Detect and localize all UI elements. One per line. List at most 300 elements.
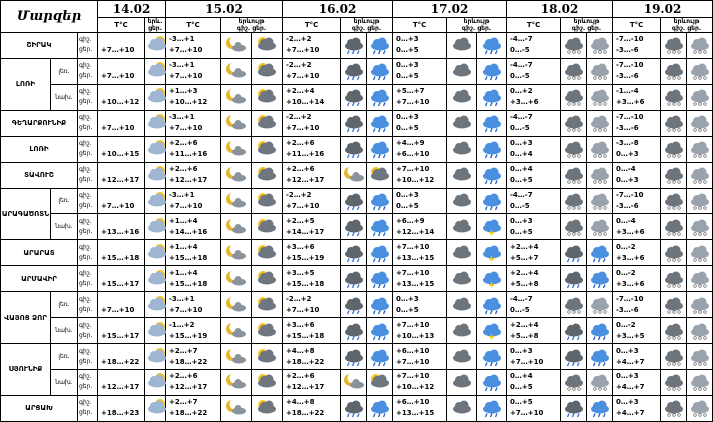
- snow-cloud-icon: [562, 61, 586, 81]
- temp-cell: [507, 240, 561, 266]
- weather-icon-cell: [145, 162, 166, 188]
- day-temp: +10…+12: [101, 98, 140, 107]
- temp-cell: [393, 33, 447, 59]
- weather-icon-cell: [477, 136, 507, 162]
- weather-icon-cell: [687, 318, 713, 344]
- day-label: ցեր.: [79, 305, 93, 313]
- table-row: [1, 188, 713, 214]
- weather-icon-cell: [367, 33, 393, 59]
- night-temp: -4…-7: [510, 294, 533, 303]
- cloud-icon: [450, 347, 474, 367]
- table-row: [1, 33, 713, 59]
- weather-icon-cell: [252, 214, 283, 240]
- sky-header-periods: [221, 25, 282, 32]
- temp-cell: [283, 188, 341, 214]
- snow-cloud-icon: [662, 35, 686, 55]
- weather-icon-cell: [341, 318, 367, 344]
- day-label: ցեր.: [79, 279, 93, 287]
- period-labels: [78, 58, 98, 84]
- moon-cloud-icon: [224, 372, 248, 392]
- rain-icon: [588, 243, 612, 263]
- night-temp: +6…+10: [396, 346, 430, 355]
- temp-cell: [283, 110, 341, 136]
- day-temp: +14…+17: [286, 227, 325, 236]
- cloud-rain-icon: [562, 321, 586, 341]
- temp-cell-14: [98, 58, 145, 84]
- weather-icon-cell: [561, 84, 587, 110]
- weather-icon-cell: [661, 33, 687, 59]
- weather-icon-cell: [687, 136, 713, 162]
- weather-icon-cell: [587, 110, 613, 136]
- weather-icon-cell: [447, 33, 477, 59]
- temp-cell: [393, 110, 447, 136]
- weather-icon-cell: [661, 84, 687, 110]
- day-label: ցեր.: [79, 409, 93, 417]
- sky-header-label: երևույթ: [353, 18, 380, 25]
- weather-icon-cell: [477, 292, 507, 318]
- night-temp: +3…+5: [286, 268, 315, 277]
- snow-icon: [588, 217, 612, 237]
- subregion-label: նախ.: [51, 84, 78, 110]
- weather-icon-cell: [252, 33, 283, 59]
- sun-cloud-icon: [255, 191, 279, 211]
- weather-icon-cell: [447, 318, 477, 344]
- day-temp: +18…+22: [286, 409, 325, 418]
- day-temp: +7…+10: [286, 201, 320, 210]
- sun-cloud-icon: [255, 372, 279, 392]
- temp-cell: [613, 136, 661, 162]
- weather-icon-cell: [587, 369, 613, 395]
- weather-icon-cell: [221, 369, 252, 395]
- weather-icon-cell: [561, 162, 587, 188]
- weather-icon-cell: [145, 214, 166, 240]
- temp-header: T°C: [98, 18, 145, 33]
- night-label: գիշ.: [79, 191, 92, 199]
- period-labels: [78, 110, 98, 136]
- weather-icon-cell: [341, 188, 367, 214]
- subregion-label: նախ.: [51, 318, 78, 344]
- subregion-label: նախ.: [51, 214, 78, 240]
- temp-cell: [613, 162, 661, 188]
- day-temp: +13…+15: [396, 409, 435, 418]
- weather-icon-cell: [687, 110, 713, 136]
- night-label: գիշ.: [79, 166, 92, 174]
- moon-cloud-icon: [224, 61, 248, 81]
- weather-icon-cell: [661, 188, 687, 214]
- weather-icon-cell: [367, 318, 393, 344]
- sky-header-label: երև.: [147, 18, 163, 25]
- weather-icon-cell: [587, 318, 613, 344]
- period-labels: [78, 33, 98, 59]
- night-temp: 0…-4: [616, 165, 636, 174]
- day-temp: +4…+7: [616, 357, 645, 366]
- moon-cloud-icon: [224, 295, 248, 315]
- weather-icon-cell: [145, 240, 166, 266]
- weather-icon-cell: [145, 58, 166, 84]
- day-temp: +13…+15: [396, 279, 435, 288]
- date-header: 17.02: [393, 1, 507, 18]
- day-label: ցեր.: [79, 176, 93, 184]
- temp-cell: [613, 58, 661, 84]
- day-temp: +18…+22: [169, 409, 208, 418]
- weather-icon-cell: [661, 344, 687, 370]
- sun-cloud-icon: [255, 165, 279, 185]
- rain-icon: [480, 398, 504, 418]
- weather-icon-cell: [477, 58, 507, 84]
- weather-icon-cell: [661, 395, 687, 421]
- sky-header-label: երևույթ: [463, 18, 490, 25]
- temp-cell: [613, 214, 661, 240]
- snow-icon: [688, 217, 712, 237]
- temp-cell: [166, 136, 221, 162]
- temp-cell-14: [98, 33, 145, 59]
- cloud-rain-icon: [342, 243, 366, 263]
- cloud-icon: [450, 139, 474, 159]
- rain-icon: [588, 398, 612, 418]
- day-temp: +13…+15: [396, 253, 435, 262]
- snow-cloud-icon: [662, 243, 686, 263]
- weather-icon-cell: [561, 188, 587, 214]
- weather-icon-cell: [447, 214, 477, 240]
- cloud-icon: [450, 113, 474, 133]
- day-temp: 0…-5: [510, 46, 530, 55]
- weather-icon-cell: [367, 136, 393, 162]
- night-temp: +7…+10: [396, 268, 430, 277]
- temp-cell: [613, 84, 661, 110]
- table-row: [1, 84, 713, 110]
- weather-icon-cell: [252, 110, 283, 136]
- night-temp: +3…+6: [286, 242, 315, 251]
- day-temp: +12…+17: [169, 176, 208, 185]
- weather-icon-cell: [145, 318, 166, 344]
- temp-cell: [166, 162, 221, 188]
- temp-cell: [393, 84, 447, 110]
- temp-cell: [166, 240, 221, 266]
- cloud-icon: [450, 295, 474, 315]
- temp-cell: [166, 369, 221, 395]
- date-header: 18.02: [507, 1, 613, 18]
- region-name: ՎԱՅՈՑ ՁՈՐ: [1, 292, 51, 344]
- date-header: 16.02: [283, 1, 393, 18]
- temp-cell: [283, 318, 341, 344]
- weather-icon-cell: [477, 214, 507, 240]
- night-label: գիշ.: [79, 114, 92, 122]
- weather-icon-cell: [367, 369, 393, 395]
- table-row: [1, 344, 713, 370]
- day-temp: +14…+16: [169, 227, 208, 236]
- snow-cloud-icon: [662, 269, 686, 289]
- temp-cell: [166, 395, 221, 421]
- cloud-icon: [450, 372, 474, 392]
- temp-cell: [507, 344, 561, 370]
- sky-header: [221, 18, 283, 33]
- moon-cloud-icon: [224, 139, 248, 159]
- night-temp: -3…+1: [169, 35, 195, 44]
- subregion-label: լեռ.: [51, 58, 78, 84]
- temp-cell-14: [98, 266, 145, 292]
- day-temp: +10…+12: [396, 176, 435, 185]
- temp-cell: [166, 188, 221, 214]
- weather-icon-cell: [447, 58, 477, 84]
- moon-cloud-icon: [224, 165, 248, 185]
- weather-icon-cell: [587, 344, 613, 370]
- cloud-icon: [450, 87, 474, 107]
- day-temp: +10…+15: [101, 150, 140, 159]
- temp-cell: [507, 292, 561, 318]
- day-temp: +3…+6: [510, 98, 539, 107]
- weather-icon-cell: [687, 214, 713, 240]
- weather-icon-cell: [661, 369, 687, 395]
- day-temp: 0…+5: [510, 383, 533, 392]
- weather-icon-cell: [341, 33, 367, 59]
- rain-icon: [480, 139, 504, 159]
- night-temp: +2…+6: [169, 372, 198, 381]
- sky-header-night: գիշ.: [571, 25, 586, 32]
- weather-icon-cell: [341, 58, 367, 84]
- day-temp: +7…+10: [101, 124, 135, 133]
- day-label: ցեր.: [79, 124, 93, 132]
- weather-icon-cell: [252, 136, 283, 162]
- night-label: գիշ.: [79, 295, 92, 303]
- snow-icon: [588, 113, 612, 133]
- temp-cell: [283, 214, 341, 240]
- moon-cloud-icon: [224, 347, 248, 367]
- weather-icon-cell: [687, 58, 713, 84]
- weather-icon-cell: [221, 162, 252, 188]
- day-temp: -3…-6: [616, 72, 639, 81]
- snow-cloud-icon: [562, 191, 586, 211]
- night-temp: +4…+9: [396, 139, 425, 148]
- day-temp: +18…+23: [101, 409, 140, 418]
- snow-icon: [688, 269, 712, 289]
- weather-icon-cell: [661, 318, 687, 344]
- weather-icon-cell: [221, 84, 252, 110]
- night-temp: -7…-10: [616, 61, 644, 70]
- sky-header-night: գիշ.: [461, 25, 476, 32]
- cloud-icon: [450, 191, 474, 211]
- period-labels: [78, 318, 98, 344]
- day-temp: +5…+8: [510, 331, 539, 340]
- rain-icon: [480, 191, 504, 211]
- weather-icon-cell: [687, 369, 713, 395]
- temp-header: T°C: [283, 18, 341, 33]
- night-temp: +7…+10: [396, 242, 430, 251]
- day-temp: +18…+22: [101, 357, 140, 366]
- snow-icon: [688, 321, 712, 341]
- weather-icon-cell: [367, 395, 393, 421]
- temp-cell: [613, 369, 661, 395]
- day-temp: +10…+12: [169, 98, 208, 107]
- night-temp: +2…+6: [286, 165, 315, 174]
- weather-icon-cell: [561, 214, 587, 240]
- temp-cell: [283, 162, 341, 188]
- weather-icon-cell: [367, 344, 393, 370]
- temp-cell: [507, 369, 561, 395]
- night-temp: +4…+8: [286, 346, 315, 355]
- weather-icon-cell: [447, 240, 477, 266]
- region-name: ԱՐԱԳԱԾՈՏՆ: [1, 188, 51, 240]
- day-temp: 0…+5: [396, 124, 419, 133]
- weather-icon-cell: [341, 110, 367, 136]
- weather-icon-cell: [221, 395, 252, 421]
- weather-icon-cell: [145, 188, 166, 214]
- cloud-icon: [450, 61, 474, 81]
- rain-icon: [480, 347, 504, 367]
- sky-header-night: գիշ.: [236, 25, 251, 32]
- snow-icon: [688, 61, 712, 81]
- day-temp: +18…+22: [169, 357, 208, 366]
- weather-icon-cell: [687, 33, 713, 59]
- weather-icon-cell: [477, 84, 507, 110]
- day-temp: +11…+16: [286, 150, 325, 159]
- snow-cloud-icon: [662, 372, 686, 392]
- temp-cell: [393, 240, 447, 266]
- temp-cell: [613, 292, 661, 318]
- sky-header-day: ցեր.: [477, 25, 492, 32]
- weather-icon-cell: [145, 292, 166, 318]
- snow-cloud-icon: [662, 321, 686, 341]
- region-name: ԼՈՌԻ: [1, 136, 78, 162]
- day-temp: +7…+10: [396, 98, 430, 107]
- weather-icon-cell: [447, 344, 477, 370]
- moon-cloud-icon: [224, 398, 248, 418]
- snow-icon: [688, 35, 712, 55]
- rain-icon: [480, 35, 504, 55]
- day-temp: +3…+6: [616, 227, 645, 236]
- sky-header-label: երևույթ: [673, 18, 700, 25]
- rain-icon: [368, 35, 392, 55]
- temp-cell: [393, 214, 447, 240]
- night-temp: +1…+4: [169, 242, 198, 251]
- cloud-icon: [450, 398, 474, 418]
- weather-icon-cell: [561, 136, 587, 162]
- day-temp: 0…+3: [616, 176, 639, 185]
- period-labels: [78, 136, 98, 162]
- day-temp: +15…+18: [286, 331, 325, 340]
- weather-icon-cell: [587, 395, 613, 421]
- day-temp: +7…+10: [169, 46, 203, 55]
- cloud-rain-icon: [342, 269, 366, 289]
- sun-cloud-icon: [255, 61, 279, 81]
- day-temp: +7…+10: [286, 72, 320, 81]
- day-label: ցեր.: [79, 98, 93, 106]
- day-temp: +7…+10: [101, 46, 135, 55]
- snow-cloud-icon: [662, 61, 686, 81]
- temp-cell-14: [98, 162, 145, 188]
- day-temp: -3…-6: [616, 305, 639, 314]
- table-row: [1, 369, 713, 395]
- weather-icon-cell: [252, 318, 283, 344]
- temp-header: T°C: [393, 18, 447, 33]
- sky-header: [561, 18, 613, 33]
- snow-cloud-icon: [662, 347, 686, 367]
- sky-header-periods: [661, 25, 712, 32]
- night-label: գիշ.: [79, 88, 92, 96]
- day-label: ցեր.: [79, 227, 93, 235]
- cloud-icon: [450, 243, 474, 263]
- day-temp: +11…+16: [169, 150, 208, 159]
- weather-icon-cell: [477, 318, 507, 344]
- weather-icon-cell: [661, 110, 687, 136]
- day-temp: +12…+17: [101, 383, 140, 392]
- temp-cell-14: [98, 318, 145, 344]
- weather-icon-cell: [341, 292, 367, 318]
- weather-icon-cell: [687, 162, 713, 188]
- cloud-rain-icon: [342, 139, 366, 159]
- night-temp: 0…+3: [616, 346, 639, 355]
- temp-cell: [393, 344, 447, 370]
- day-temp: +7…+10: [286, 46, 320, 55]
- day-temp: 0…+3: [616, 150, 639, 159]
- sky-header-night: գիշ.: [351, 25, 366, 32]
- night-temp: +2…+5: [286, 216, 315, 225]
- temp-cell: [507, 84, 561, 110]
- period-labels: [78, 395, 98, 421]
- weather-icon-cell: [561, 344, 587, 370]
- cloud-rain-icon: [342, 217, 366, 237]
- weather-icon-cell: [447, 292, 477, 318]
- night-label: գիշ.: [79, 347, 92, 355]
- table-row: [1, 395, 713, 421]
- weather-icon-cell: [221, 318, 252, 344]
- day-temp: 0…+5: [396, 201, 419, 210]
- sky-header-periods: [561, 25, 612, 32]
- night-temp: +2…+4: [510, 320, 539, 329]
- day-temp: 0…-5: [510, 124, 530, 133]
- temp-cell: [507, 266, 561, 292]
- weather-icon-cell: [687, 292, 713, 318]
- cloud-rain-icon: [562, 269, 586, 289]
- weather-icon-cell: [252, 344, 283, 370]
- storm-icon: [480, 321, 504, 341]
- day-temp: +12…+17: [101, 176, 140, 185]
- cloud-rain-icon: [342, 347, 366, 367]
- temp-cell: [613, 318, 661, 344]
- weather-icon-cell: [447, 162, 477, 188]
- night-label: գիշ.: [79, 321, 92, 329]
- moon-cloud-icon: [224, 113, 248, 133]
- period-labels: [78, 344, 98, 370]
- weather-icon-cell: [587, 84, 613, 110]
- weather-icon-cell: [561, 292, 587, 318]
- snow-icon: [688, 398, 712, 418]
- temp-cell: [283, 84, 341, 110]
- temp-cell: [507, 395, 561, 421]
- day-temp: +7…+10: [169, 124, 203, 133]
- cloud-rain-icon: [342, 61, 366, 81]
- snow-icon: [588, 191, 612, 211]
- day-temp: +15…+17: [101, 279, 140, 288]
- temp-cell: [507, 136, 561, 162]
- temp-cell-14: [98, 240, 145, 266]
- temp-cell-14: [98, 84, 145, 110]
- day-temp: +15…+18: [101, 253, 140, 262]
- weather-icon-cell: [587, 162, 613, 188]
- snow-cloud-icon: [662, 87, 686, 107]
- night-temp: 0…+4: [510, 165, 533, 174]
- day-temp: +15…+18: [169, 253, 208, 262]
- weather-icon-cell: [477, 395, 507, 421]
- weather-icon-cell: [221, 58, 252, 84]
- weather-icon-cell: [341, 84, 367, 110]
- night-temp: 0…+3: [616, 372, 639, 381]
- night-temp: -1…-4: [616, 87, 639, 96]
- sky-header-label: երևույթ: [573, 18, 600, 25]
- cloud-rain-icon: [562, 347, 586, 367]
- region-name: ՍՅՈՒՆԻՔ: [1, 344, 51, 396]
- sun-cloud-icon: [255, 139, 279, 159]
- sun-cloud-icon: [255, 295, 279, 315]
